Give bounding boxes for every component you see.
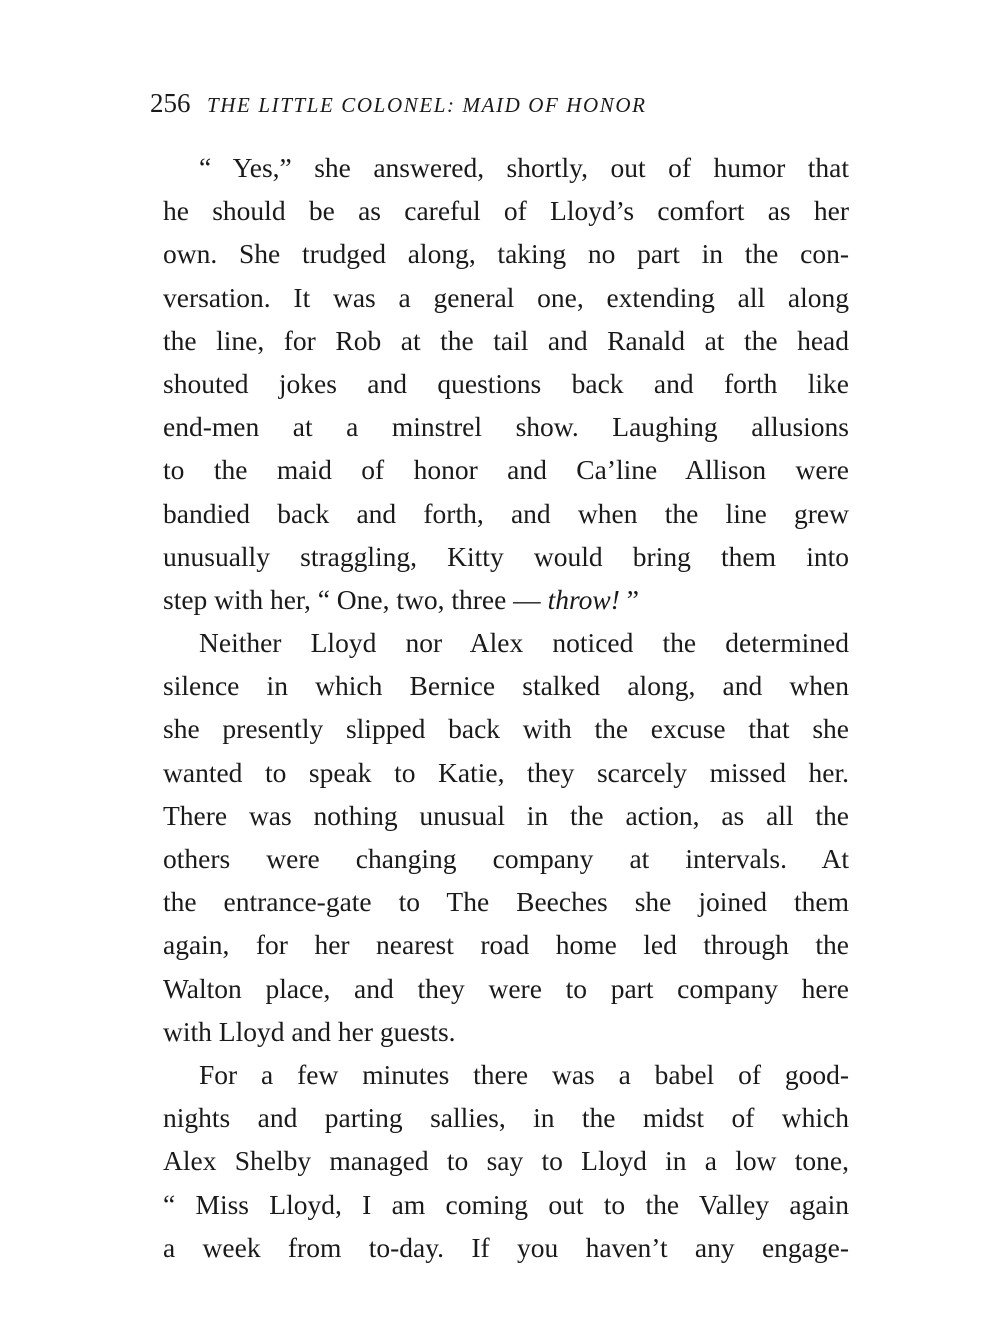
text-line: silence in which Bernice stalked along, and when — [163, 670, 849, 702]
book-title: THE LITTLE COLONEL: MAID OF HONOR — [207, 93, 647, 117]
text-line: shouted jokes and questions back and forth like — [163, 367, 849, 399]
text-line: he should be as careful of Lloyd’s comfort as her — [163, 195, 849, 227]
text-line: nights and parting sallies, in the midst of which — [163, 1102, 849, 1134]
text-line: wanted to speak to Katie, they scarcely missed her. — [163, 756, 849, 788]
text-line: end-men at a minstrel show. Laughing allusions — [163, 411, 849, 443]
text-line — [163, 578, 849, 621]
italic-word: throw! — [547, 583, 620, 615]
text-line: Alex Shelby managed to say to Lloyd in a low tone, — [163, 1145, 849, 1177]
text-line: Walton place, and they were to part company here — [163, 972, 849, 1004]
text-line: Neither Lloyd nor Alex noticed the determined — [199, 627, 849, 659]
text-line: a week from to-day. If you haven’t any engage- — [163, 1231, 849, 1263]
text-line: There was nothing unusual in the action, as all the — [163, 799, 849, 831]
paragraph-2 — [163, 621, 849, 1053]
text-line: the line, for Rob at the tail and Ranald at the head — [163, 324, 849, 356]
paragraph-1 — [163, 146, 849, 621]
page-number: 256 — [150, 88, 191, 118]
text-line: For a few minutes there was a babel of good- — [199, 1058, 849, 1090]
text-line: she presently slipped back with the excuse that she — [163, 713, 849, 745]
text-line: with Lloyd and her guests. — [163, 1015, 456, 1047]
text-line: unusually straggling, Kitty would bring them into — [163, 540, 849, 572]
text-line: again, for her nearest road home led through the — [163, 929, 849, 961]
body-text — [163, 146, 849, 1269]
paragraph-3 — [163, 1053, 849, 1269]
text-line: bandied back and forth, and when the line grew — [163, 497, 849, 529]
text-line: to the maid of honor and Ca’line Allison were — [163, 454, 849, 486]
text-line: “ Yes,” she answered, shortly, out of humor that — [199, 152, 849, 183]
closing-quote: ” — [619, 583, 639, 615]
running-head — [150, 86, 850, 120]
text-line: “ Miss Lloyd, I am coming out to the Valley again — [163, 1188, 849, 1220]
text-line-start: step with her, “ One, two, three — — [163, 583, 548, 615]
text-line: others were changing company at intervals. At — [163, 843, 849, 874]
text-line: the entrance-gate to The Beeches she joined them — [163, 886, 849, 918]
text-line: own. She trudged along, taking no part in the con- — [163, 238, 849, 270]
text-line: versation. It was a general one, extending all along — [163, 281, 849, 313]
